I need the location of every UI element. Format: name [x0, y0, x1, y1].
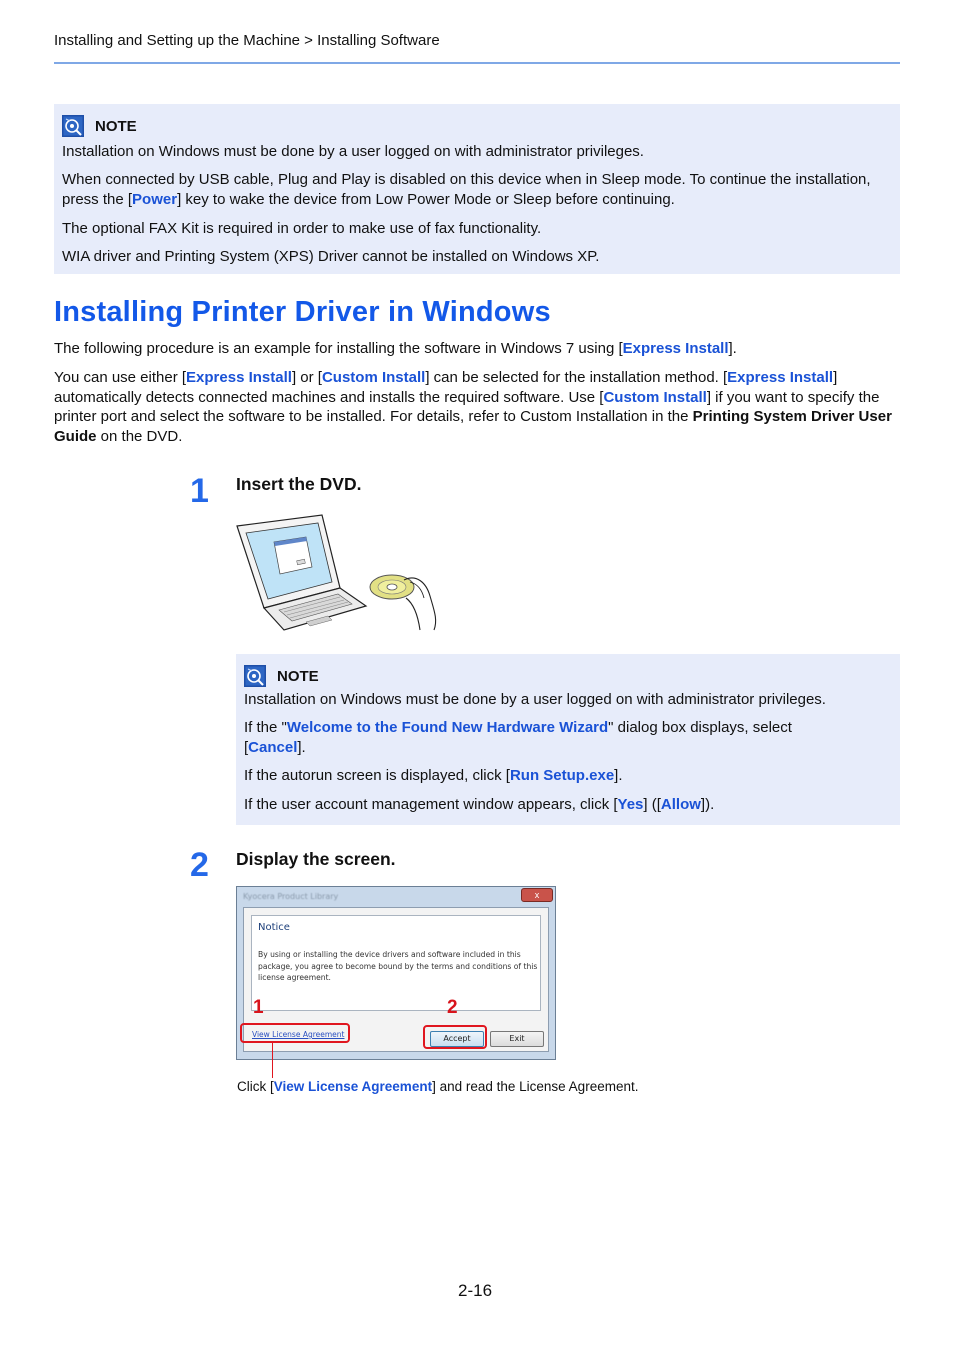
dialog-close-button[interactable] — [521, 888, 553, 902]
note-text: When connected by USB cable, Plug and Play is disabled on this device when in Sleep mode. To continue the installation, press the [Power] key to wake the device from Low Power Mode or Sleep before continuing. — [62, 171, 871, 208]
section-title: Installing Printer Driver in Windows — [54, 296, 551, 328]
view-license-ref: View License Agreement — [273, 1079, 433, 1094]
note-text: If the autorun screen is displayed, click [Run Setup.exe]. — [244, 767, 623, 784]
yes-ref: Yes — [617, 796, 644, 813]
laptop-dvd-illustration — [234, 512, 444, 634]
custom-install-ref: Custom Install — [321, 369, 426, 386]
breadcrumb: Installing and Setting up the Machine > Installing Software — [54, 32, 440, 49]
wizard-ref: Welcome to the Found New Hardware Wizard — [286, 719, 609, 736]
note-header — [244, 665, 319, 687]
view-license-link[interactable]: View License Agreement — [252, 1030, 345, 1039]
allow-ref: Allow — [660, 796, 701, 813]
link-highlight — [240, 1023, 350, 1043]
header-divider — [54, 62, 900, 64]
express-install-ref: Express Install — [727, 369, 834, 386]
note-text: Installation on Windows must be done by a user logged on with administrator privileges. — [244, 691, 826, 708]
callout-leader-line — [272, 1042, 273, 1078]
note-label: NOTE — [95, 117, 137, 135]
dialog-caption: Click [View License Agreement] and read the License Agreement. — [237, 1079, 639, 1094]
step-number: 2 — [190, 846, 209, 884]
notice-body: By using or installing the device drivers and software included in this package, you agree to become bound by the terms and conditions of this license agreement. — [258, 950, 538, 982]
notice-panel — [251, 915, 541, 1011]
guide-ref: Printing System Driver User Guide — [54, 408, 892, 445]
note-text: If the user account management window appears, click [Yes] ([Allow]). — [244, 796, 715, 813]
dialog-title: Kyocera Product Library — [243, 892, 339, 901]
note-text: The optional FAX Kit is required in order to make use of fax functionality. — [62, 220, 542, 237]
callout-number: 2 — [447, 997, 458, 1018]
accept-highlight — [423, 1025, 487, 1049]
close-icon: x — [534, 890, 540, 900]
note-box — [54, 104, 900, 274]
note-text: If the "Welcome to the Found New Hardware Wizard" dialog box displays, select [Cancel]. — [244, 719, 792, 756]
note-label: NOTE — [277, 667, 319, 685]
notice-heading: Notice — [258, 922, 290, 933]
cancel-ref: Cancel — [248, 739, 298, 756]
page-number: 2-16 — [458, 1281, 493, 1300]
note-header — [62, 115, 137, 137]
method-paragraph: You can use either [Express Install] or [Custom Install] can be selected for the installation method. [Express Install] automatically detects connected machines and installs the required software. Use [Custom Install] if you want to specify the printer port and select the software to be installed. For details, refer to Custom Installation in the Printing System Driver User Guide on the DVD. — [54, 369, 892, 445]
note-text: WIA driver and Printing System (XPS) Driver cannot be installed on Windows XP. — [62, 248, 600, 265]
note-box — [236, 654, 900, 825]
express-install-ref: Express Install — [186, 369, 292, 386]
license-dialog — [236, 886, 556, 1060]
custom-install-ref: Custom Install — [603, 388, 707, 406]
intro-paragraph: The following procedure is an example for installing the software in Windows 7 using [Express Install]. — [54, 340, 737, 357]
run-setup-ref: Run Setup.exe — [509, 767, 615, 784]
note-icon — [62, 115, 84, 137]
step-title: Display the screen. — [236, 849, 396, 869]
step-title: Insert the DVD. — [236, 474, 362, 494]
accept-button[interactable]: Accept — [430, 1031, 484, 1047]
exit-button[interactable]: Exit — [490, 1031, 544, 1047]
callout-number: 1 — [253, 997, 264, 1018]
express-install-ref: Express Install — [622, 340, 729, 357]
note-text: Installation on Windows must be done by a user logged on with administrator privileges. — [62, 143, 644, 160]
step-number: 1 — [190, 472, 209, 510]
note-icon — [244, 665, 266, 687]
power-key-ref: Power — [132, 191, 178, 208]
